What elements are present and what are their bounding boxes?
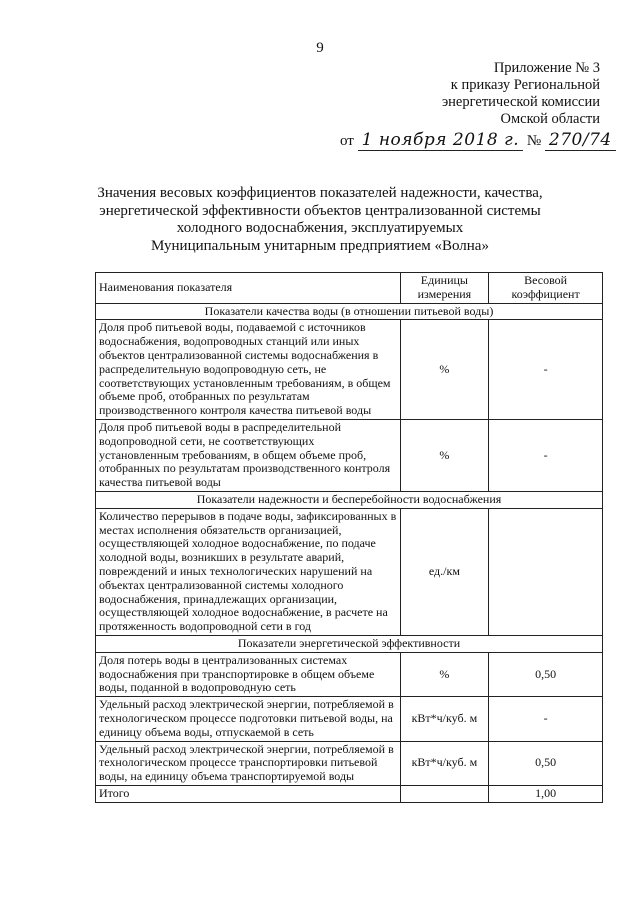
- order-reference: [340, 130, 616, 151]
- indicator-unit: ед./км: [400, 508, 489, 635]
- document-title: [60, 185, 580, 255]
- coefficients-table: [95, 272, 603, 803]
- indicator-weight: -: [489, 697, 603, 741]
- section-title: Показатели энергетической эффективности: [96, 635, 603, 652]
- page-number: 9: [316, 40, 324, 56]
- appendix-line: к приказу Региональной: [450, 77, 600, 93]
- indicator-name: Количество перерывов в подаче воды, зафиксированных в местах исполнения обязательств организацией, осуществляющей холодное водоснабжение, по подаче холодной воды, возникших в результате аварий, повреждений и иных технологических нарушений на объектах централизованной системы холодного водоснабжения, принадлежащих организации, осуществляющей холодное водоснабжение, в расчете на протяженность водопроводной сети в год: [96, 508, 401, 635]
- header-unit-line: Единицы: [420, 273, 468, 287]
- appendix-block: [442, 60, 600, 128]
- table-row: [96, 419, 603, 491]
- header-unit: [400, 273, 489, 304]
- order-date-handwritten: 1 ноября 2018 г.: [358, 130, 524, 151]
- indicator-unit: %: [400, 652, 489, 696]
- section-row: [96, 303, 603, 320]
- order-prefix: от: [340, 133, 354, 149]
- total-label: Итого: [96, 785, 401, 802]
- indicator-unit: кВт*ч/куб. м: [400, 697, 489, 741]
- title-line: Муниципальным унитарным предприятием «Волна»: [151, 237, 489, 254]
- header-weight-line: коэффициент: [511, 286, 580, 301]
- indicator-name: Доля проб питьевой воды, подаваемой с источников водоснабжения, водопроводных станций или иных объектов централизованной системы водоснабжения в распределительную водопроводную сеть, не соответствующих установленным требованиям, в общем объеме проб, отобранных по результатам производственного контроля качества питьевой воды: [96, 320, 401, 420]
- header-indicator-name: Наименования показателя: [96, 273, 401, 304]
- section-title: Показатели надежности и бесперебойности водоснабжения: [96, 491, 603, 508]
- indicator-name: Доля потерь воды в централизованных системах водоснабжения при транспортировке в общем объеме воды, поданной в водопроводную сеть: [96, 652, 401, 696]
- indicator-weight: 0,50: [489, 652, 603, 696]
- appendix-line: Омской области: [500, 111, 600, 127]
- header-weight: [489, 273, 603, 304]
- table-row: [96, 697, 603, 741]
- table-header-row: [96, 273, 603, 304]
- table-row: [96, 508, 603, 635]
- appendix-line: энергетической комиссии: [441, 94, 600, 110]
- total-weight: 1,00: [489, 785, 603, 802]
- indicator-weight: -: [489, 320, 603, 420]
- section-title: Показатели качества воды (в отношении питьевой воды): [96, 303, 603, 320]
- indicator-name: Удельный расход электрической энергии, потребляемой в технологическом процессе подготовки питьевой воды, на единицу объема воды, отпускаемой в сеть: [96, 697, 401, 741]
- indicator-weight: [489, 508, 603, 635]
- table-row: [96, 741, 603, 785]
- header-unit-line: измерения: [417, 286, 472, 301]
- section-row: [96, 635, 603, 652]
- header-weight-line: Весовой: [524, 273, 568, 287]
- indicator-unit: %: [400, 320, 489, 420]
- indicator-name: Доля проб питьевой воды в распределительной водопроводной сети, не соответствующих установленным требованиям, в общем объеме проб, отобранных по результатам производственного контроля качества питьевой воды: [96, 419, 401, 491]
- title-line: холодного водоснабжения, эксплуатируемых: [176, 220, 464, 236]
- indicator-name: Удельный расход электрической энергии, потребляемой в технологическом процессе транспортировки питьевой воды, на единицу объема транспортируемой воды: [96, 741, 401, 785]
- section-row: [96, 491, 603, 508]
- title-line: Значения весовых коэффициентов показателей надежности, качества,: [97, 185, 543, 201]
- order-number-handwritten: 270/74: [545, 130, 616, 151]
- title-line: энергетической эффективности объектов централизованной системы: [99, 202, 541, 219]
- table-row: [96, 652, 603, 696]
- order-number-sign: №: [526, 133, 542, 149]
- indicator-unit: %: [400, 419, 489, 491]
- indicator-unit: кВт*ч/куб. м: [400, 741, 489, 785]
- appendix-line: Приложение № 3: [493, 60, 600, 76]
- total-row: [96, 785, 603, 802]
- indicator-weight: -: [489, 419, 603, 491]
- total-unit: [400, 785, 489, 802]
- table-row: [96, 320, 603, 420]
- indicator-weight: 0,50: [489, 741, 603, 785]
